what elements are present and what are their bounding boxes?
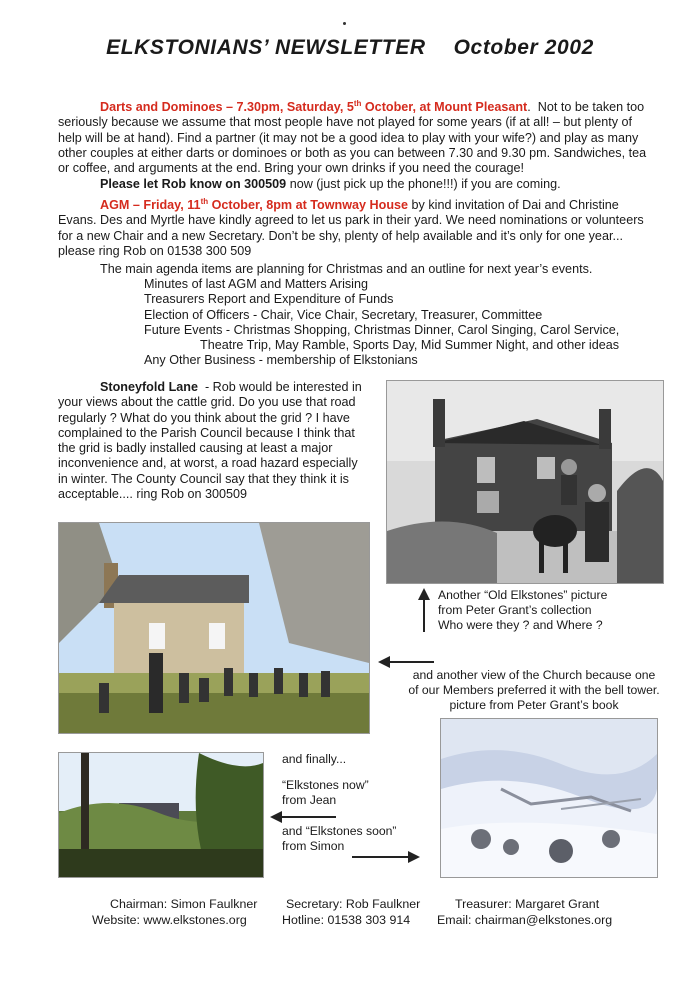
newsletter-month: October 2002 xyxy=(453,36,594,59)
agenda-item: Future Events - Christmas Shopping, Christmas Dinner, Carol Singing, Carol Service, xyxy=(144,322,620,337)
up-arrow-icon xyxy=(418,588,430,632)
elkstones-now-photo xyxy=(58,752,264,878)
stoneyfold-heading: Stoneyfold Lane xyxy=(100,380,198,394)
old-elkstones-photo xyxy=(386,380,664,584)
agenda-item: Minutes of last AGM and Matters Arising xyxy=(144,277,368,291)
agenda-intro: The main agenda items are planning for Christmas and an outline for next year’s events. xyxy=(100,262,593,276)
left-arrow-icon xyxy=(270,810,336,822)
footer-treasurer: Treasurer: Margaret Grant xyxy=(455,897,600,911)
footer-hotline: Hotline: 01538 303 914 xyxy=(282,913,411,927)
agm-section xyxy=(58,194,658,259)
top-dot xyxy=(343,22,346,25)
now-caption: “Elkstones now” from Jean xyxy=(282,778,369,807)
right-arrow-icon xyxy=(352,850,420,862)
church-photo xyxy=(58,522,370,734)
left-arrow-icon xyxy=(378,655,434,667)
stoneyfold-text: - Rob would be interested in your views about the cattle grid. Do you use that road regularly ? What do you think about the grid ? I have complained to the Parish Council because I think that the grid is badly installed causing at least a major inconvenience and, at worst, a road hazard especially in winter. The County Council say that they think it is acceptable.... ring Rob on 300509 xyxy=(58,380,362,502)
agm-heading: AGM – Friday, 11th October, 8pm at Townway House xyxy=(100,197,409,213)
agenda-item: Theatre Trip, May Ramble, Sports Day, Mid Summer Night, and other ideas xyxy=(200,338,620,353)
darts-contact-tail: now (just pick up the phone!!!) if you are coming. xyxy=(289,176,561,191)
footer-chairman: Chairman: Simon Faulkner xyxy=(110,897,258,911)
soon-caption: and “Elkstones soon” from Simon xyxy=(282,824,397,853)
agenda-item: Treasurers Report and Expenditure of Funds xyxy=(144,292,394,307)
footer-website: Website: www.elkstones.org xyxy=(92,913,247,927)
darts-text: Not to be taken too seriously because we assume that most people have not played for some years (if at all! – but plenty of help will be at hand). Find a partner (it may not be a good idea to play with your wife?) and play as many other couples at either darts or dominoes or both as you can between 7.30 and 9.30 pm. Sandwiches, tea or coffee, and arguments at the end. Bring your own drinks if you need the courage! xyxy=(58,100,647,176)
agenda-list xyxy=(144,277,664,369)
newsletter-title: ELKSTONIANS’ NEWSLETTER xyxy=(106,36,426,59)
old-photo-caption: Another “Old Elkstones” picture from Peter Grant’s collection Who were they ? and Where ? xyxy=(438,588,608,632)
page-title xyxy=(0,36,700,60)
church-caption: and another view of the Church because one of our Members preferred it with the bell tower. picture from Peter Grant’s book xyxy=(408,668,660,712)
darts-contact: Please let Rob know on 300509 xyxy=(100,176,287,191)
elkstones-soon-photo xyxy=(440,718,658,878)
darts-heading: Darts and Dominoes – 7.30pm, Saturday, 5th October, at Mount Pleasant xyxy=(100,99,528,115)
footer-email: Email: chairman@elkstones.org xyxy=(437,913,613,927)
agenda-item: Any Other Business - membership of Elkstonians xyxy=(144,353,418,368)
finally-caption: and finally... xyxy=(282,752,347,766)
footer-secretary: Secretary: Rob Faulkner xyxy=(286,897,421,911)
stoneyfold-section xyxy=(58,380,368,502)
agenda-item: Election of Officers - Chair, Vice Chair, Secretary, Treasurer, Committee xyxy=(144,307,543,322)
agm-text: by kind invitation of Dai and Christine Evans. Des and Myrtle have kindly agreed to let us park in their yard. We need nominations or volunteers for a new Chair and a new Secretary. Don’t be shy, plenty of help available and it’s only for one year... please ring Rob on 01538 300 509 xyxy=(58,198,644,259)
darts-section: Darts and Dominoes – 7.30pm, Saturday, 5th October, at Mount Pleasant. Not to be taken too seriously because we assume that most people have not played for some years (if at all! – but plenty of help will be at hand). Find a partner (it may not be a good idea to play with your wife?) and play as many other couples at either darts or dominoes or both as you can between 7.30 and 9.30 pm. Sandwiches, tea or coffee, and arguments at the end. Bring your own drinks if you need the courage! Please let Rob know on 300509 now (just pick up the phone!!!) if you are coming. xyxy=(58,99,647,191)
